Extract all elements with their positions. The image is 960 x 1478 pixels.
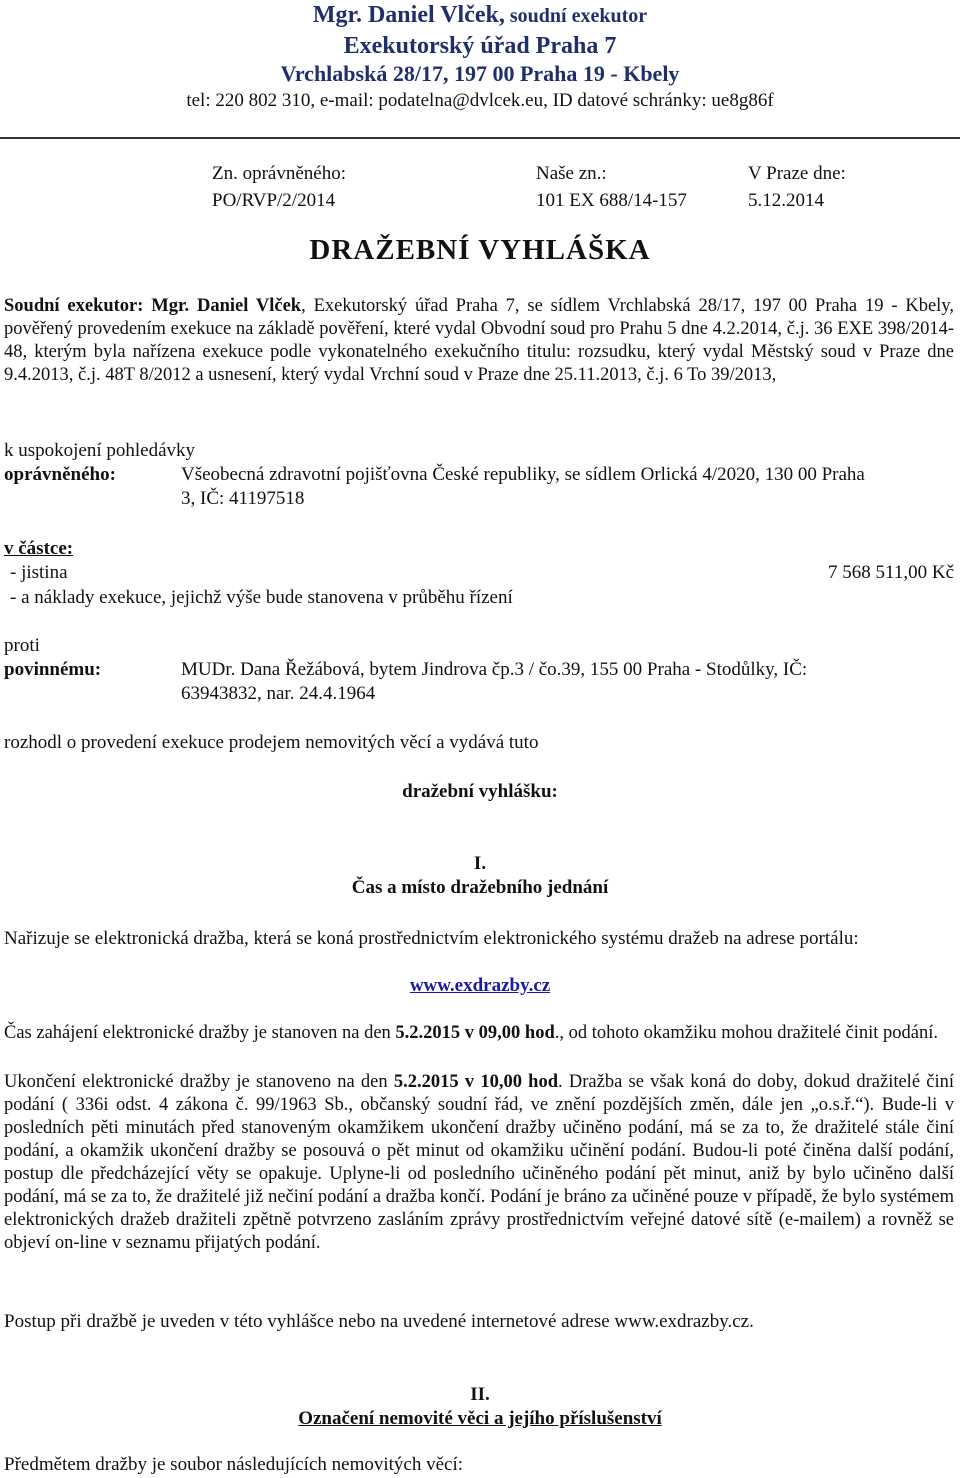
end-pre: Ukončení elektronické dražby je stanoveno na den — [4, 1072, 394, 1092]
principal-label: - jistina — [10, 562, 68, 583]
end-time: 5.2.2015 v 10,00 hod — [393, 1072, 559, 1092]
creditor-line-1: Všeobecná zdravotní pojišťovna České republiky, se sídlem Orlická 4/2020, 130 00 Praha — [181, 464, 865, 485]
our-ref-value: 101 EX 688/14-157 — [536, 190, 687, 211]
section-2-number: II. — [470, 1384, 490, 1405]
document-title: DRAŽEBNÍ VYHLÁŠKA — [309, 234, 651, 266]
section-1-heading: Čas a místo dražebního jednání — [351, 877, 609, 898]
header-divider — [0, 137, 960, 139]
subtitle: dražební vyhlášku: — [402, 781, 558, 802]
principal-value: 7 568 511,00 Kč — [828, 562, 954, 583]
auction-start-paragraph — [4, 1022, 954, 1045]
intro-text: , Exekutorský úřad Praha 7, se sídlem Vrchlabská 28/17, 197 00 Praha 19 - Kbely, pověřený provedením exekuce na základě pověření, které vydal Obvodní soud pro Prahu 5 dne 4.2.2014, č.j. 36 EXE 398/2014-48, kterým byla nařízena exekuce podle vykonatelného exekučního titulu: rozsudku, který vydal Městský soud v Praze dne 9.4.2013, č.j. 48T 8/2012 a usnesení, který vydal Vrchní soud v Praze dne 25.11.2013, č.j. 6 To 39/2013, — [4, 296, 954, 385]
costs-label: - a náklady exekuce, jejichž výše bude stanovena v průběhu řízení — [10, 587, 513, 608]
debtor-label: povinnému: — [4, 659, 102, 680]
procedure-text: Postup při dražbě je uveden v této vyhlášce nebo na uvedené internetové adrese www.exdrazby.cz. — [4, 1311, 754, 1332]
end-post: . Dražba se však koná do doby, dokud dražitelé činí podání ( 336i odst. 4 zákona č. 99/1963 Sb., občanský soudní řád, ve znění pozdějších změn, dále jen „o.s.ř.“). Bude-li v posledních pěti minutách před stanoveným okamžikem ukončení dražby učiněno podání, má se za to, že dražitelé stále činí podání, a okamžik ukončení dražby se posouvá o pět minut od okamžiku učinění podání. Budou-li poté činěna další podání, postup dle předcházející věty se opakuje. Uplyne-li od posledního učiněného podání pět minut, aniž by bylo učiněno další podání, má se za to, že dražitelé již nečiní podání a dražba končí. Podání je bráno za učiněné pouze v případě, že bylo systémem elektronických dražeb dražiteli zpětně potvrzeno zasláním zprávy prostřednictvím veřejné datové sítě (e-mailem) a rovněž se objeví on-line v seznamu přijatých podání. — [4, 1072, 955, 1253]
executor-role: soudní exekutor — [504, 5, 648, 27]
creditor-ref-value: PO/RVP/2/2014 — [212, 190, 336, 211]
auction-order: Nařizuje se elektronická dražba, která se koná prostřednictvím elektronického systému dražeb na adrese portálu: — [4, 928, 859, 949]
start-time: 5.2.2015 v 09,00 hod — [395, 1023, 555, 1043]
office-address: Vrchlabská 28/17, 197 00 Praha 19 - Kbely — [280, 61, 680, 86]
date-value: 5.12.2014 — [748, 190, 824, 211]
office-contact: tel: 220 802 310, e-mail: podatelna@dvlcek.eu, ID datové schránky: ue8g86f — [186, 90, 774, 111]
portal-link[interactable]: www.exdrazby.cz — [409, 975, 551, 996]
portal-link-wrap — [0, 975, 960, 997]
section-2-heading: Označení nemovité věci a jejího příslušenství — [298, 1408, 662, 1429]
creditor-line-2: 3, IČ: 41197518 — [181, 488, 305, 509]
creditor-label: oprávněného: — [4, 464, 116, 485]
intro-lead: Soudní exekutor: Mgr. Daniel Vlček — [4, 296, 302, 316]
start-post: ., od tohoto okamžiku mohou dražitelé činit podání. — [554, 1023, 939, 1043]
decision-text: rozhodl o provedení exekuce prodejem nemovitých věcí a vydává tuto — [4, 732, 539, 753]
auction-end-paragraph — [4, 1071, 954, 1255]
debtor-line-2: 63943832, nar. 24.4.1964 — [181, 683, 376, 704]
creditor-ref-label: Zn. oprávněného: — [212, 163, 347, 184]
against-label: proti — [4, 635, 40, 656]
office-name: Exekutorský úřad Praha 7 — [343, 33, 617, 59]
claim-intro: k uspokojení pohledávky — [4, 440, 196, 461]
executor-name-text: Mgr. Daniel Vlček, — [312, 2, 505, 28]
start-pre: Čas zahájení elektronické dražby je stanoven na den — [4, 1023, 396, 1043]
debtor-line-1: MUDr. Dana Řežábová, bytem Jindrova čp.3 / čo.39, 155 00 Praha - Stodůlky, IČ: — [181, 659, 808, 680]
our-ref-label: Naše zn.: — [536, 163, 607, 184]
date-label: V Praze dne: — [748, 163, 846, 184]
auction-subject: Předmětem dražby je soubor následujících nemovitých věcí: — [4, 1454, 464, 1475]
intro-paragraph — [4, 295, 954, 387]
executor-name — [0, 0, 960, 31]
amount-label: v částce: — [4, 538, 74, 559]
section-1-number: I. — [473, 853, 487, 874]
